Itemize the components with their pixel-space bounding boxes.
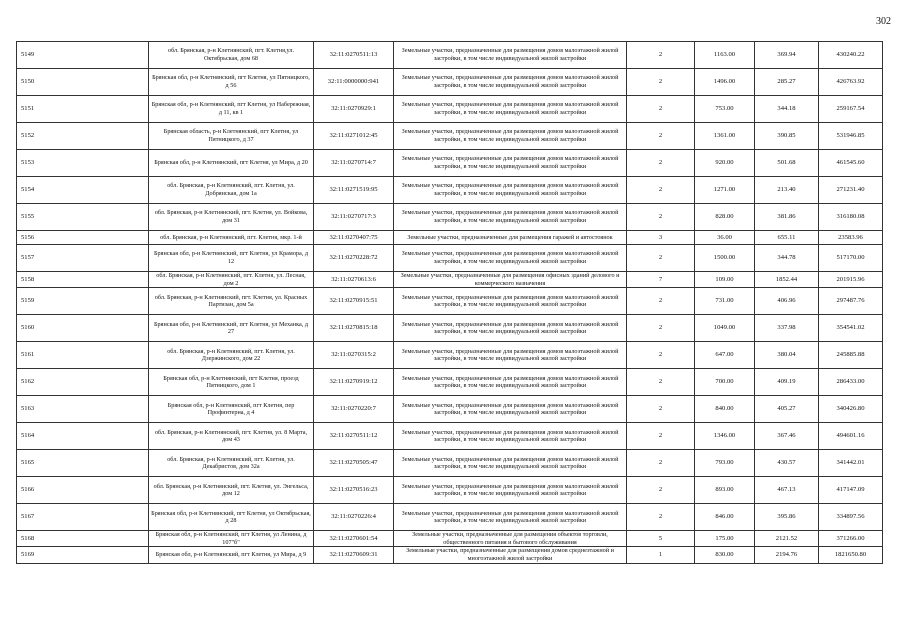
cadastral-number-cell: 32:11:0270714:7: [314, 150, 394, 177]
table-row: [17, 42, 883, 69]
address-cell: Брянская обл, р-н Клетнянский, пгт Клетня, ул Мира, д 20: [149, 150, 314, 177]
specific-value-cell: 406.96: [755, 288, 819, 315]
group-cell: 2: [627, 369, 695, 396]
cadastral-value-cell: 430240.22: [819, 42, 883, 69]
table-row: [17, 504, 883, 531]
land-use-cell: Земельные участки, предназначенные для размещения домов малоэтажной жилой застройки, в том числе индивидуальной жилой застройки: [394, 504, 627, 531]
land-use-cell: Земельные участки, предназначенные для размещения домов малоэтажной жилой застройки, в том числе индивидуальной жилой застройки: [394, 177, 627, 204]
cadastral-number-cell: 32:11:0270226:4: [314, 504, 394, 531]
area-cell: 1271.00: [695, 177, 755, 204]
specific-value-cell: 655.11: [755, 231, 819, 245]
row-number-cell: 5160: [17, 315, 149, 342]
cadastral-number-cell: 32:11:0270228:72: [314, 245, 394, 272]
land-use-cell: Земельные участки, предназначенные для размещения домов малоэтажной жилой застройки, в том числе индивидуальной жилой застройки: [394, 288, 627, 315]
address-cell: обл. Брянская, р-н Клетнянский, пгт. Клетня, ул. Энгельса, дом 12: [149, 477, 314, 504]
row-number-cell: 5165: [17, 450, 149, 477]
specific-value-cell: 337.98: [755, 315, 819, 342]
address-cell: Брянская область, р-н Клетнянский, пгт Клетня, ул Пятницкого, д 37: [149, 123, 314, 150]
group-cell: 2: [627, 342, 695, 369]
address-cell: обл. Брянская, р-н Клетнянский, пгт. Клетня, ул. Дзержинского, дом 22: [149, 342, 314, 369]
table-row: [17, 477, 883, 504]
specific-value-cell: 213.40: [755, 177, 819, 204]
row-number-cell: 5153: [17, 150, 149, 177]
cadastral-number-cell: 32:11:0270919:12: [314, 369, 394, 396]
cadastral-number-cell: 32:11:0270929:1: [314, 96, 394, 123]
area-cell: 793.00: [695, 450, 755, 477]
address-cell: Брянская обл, р-н Клетнянский, пгт Клетня, ул Октябрьская, д 28: [149, 504, 314, 531]
land-use-cell: Земельные участки, предназначенные для размещения домов малоэтажной жилой застройки, в том числе индивидуальной жилой застройки: [394, 96, 627, 123]
area-cell: 830.00: [695, 547, 755, 563]
address-cell: Брянская обл, р-н Клетнянский, пгт Клетня, пер Профинтерна, д 4: [149, 396, 314, 423]
row-number-cell: 5162: [17, 369, 149, 396]
specific-value-cell: 380.04: [755, 342, 819, 369]
cadastral-value-cell: 334897.56: [819, 504, 883, 531]
row-number-cell: 5155: [17, 204, 149, 231]
table-row: [17, 547, 883, 563]
row-number-cell: 5152: [17, 123, 149, 150]
row-number-cell: 5158: [17, 272, 149, 288]
address-cell: Брянская обл, р-н Клетнянский, пгт Клетня, ул Мира, д 9: [149, 547, 314, 563]
row-number-cell: 5167: [17, 504, 149, 531]
row-number-cell: 5169: [17, 547, 149, 563]
land-use-cell: Земельные участки, предназначенные для размещения домов малоэтажной жилой застройки, в том числе индивидуальной жилой застройки: [394, 245, 627, 272]
area-cell: 840.00: [695, 396, 755, 423]
group-cell: 2: [627, 204, 695, 231]
address-cell: Брянская обл, р-н Клетнянский, пгт Клетня, проезд Пятницкого, дом 1: [149, 369, 314, 396]
table-row: [17, 177, 883, 204]
cadastral-number-cell: 32:11:0000000:941: [314, 69, 394, 96]
row-number-cell: 5156: [17, 231, 149, 245]
group-cell: 2: [627, 150, 695, 177]
group-cell: 2: [627, 42, 695, 69]
area-cell: 1500.00: [695, 245, 755, 272]
page-number: 302: [876, 16, 891, 27]
cadastral-value-cell: 271231.40: [819, 177, 883, 204]
cadastral-number-cell: 32:11:0270505:47: [314, 450, 394, 477]
address-cell: обл. Брянская, р-н Клетнянский, пгт. Клетня, ул. Войкова, дом 31: [149, 204, 314, 231]
specific-value-cell: 395.86: [755, 504, 819, 531]
area-cell: 175.00: [695, 531, 755, 547]
address-cell: Брянская обл, р-н Клетнянский, пгт Клетня, ул Механка, д 27: [149, 315, 314, 342]
table-row: [17, 288, 883, 315]
land-use-cell: Земельные участки, предназначенные для размещения домов малоэтажной жилой застройки, в том числе индивидуальной жилой застройки: [394, 369, 627, 396]
specific-value-cell: 344.78: [755, 245, 819, 272]
land-use-cell: Земельные участки, предназначенные для размещения домов малоэтажной жилой застройки, в том числе индивидуальной жилой застройки: [394, 42, 627, 69]
cadastral-number-cell: 32:11:0270407:75: [314, 231, 394, 245]
row-number-cell: 5166: [17, 477, 149, 504]
land-use-cell: Земельные участки, предназначенные для размещения домов малоэтажной жилой застройки, в том числе индивидуальной жилой застройки: [394, 69, 627, 96]
area-cell: 893.00: [695, 477, 755, 504]
area-cell: 1361.00: [695, 123, 755, 150]
address-cell: обл. Брянская, р-н Клетнянский, пгт. Клетня,ул. Октябрьская, дом 68: [149, 42, 314, 69]
group-cell: 3: [627, 231, 695, 245]
row-number-cell: 5157: [17, 245, 149, 272]
cadastral-value-cell: 494601.16: [819, 423, 883, 450]
table-row: [17, 396, 883, 423]
group-cell: 2: [627, 423, 695, 450]
row-number-cell: 5151: [17, 96, 149, 123]
address-cell: обл. Брянская, р-н Клетнянский, пгт. Клетня, мкр. 1-й: [149, 231, 314, 245]
table-row: [17, 423, 883, 450]
land-use-cell: Земельные участки, предназначенные для размещения домов малоэтажной жилой застройки, в том числе индивидуальной жилой застройки: [394, 150, 627, 177]
address-cell: Брянская обл, р-н Клетнянский, пгт Клетня, ул Набережная, д 11, кв 1: [149, 96, 314, 123]
group-cell: 2: [627, 69, 695, 96]
cadastral-value-cell: 1821650.80: [819, 547, 883, 563]
address-cell: обл. Брянская, р-н Клетнянский, пгт. Клетня, ул. Декабристов, дом 32а: [149, 450, 314, 477]
address-cell: обл. Брянская, р-н Клетнянский, пгт. Клетня, ул. 8 Марта, дом 43: [149, 423, 314, 450]
table-row: [17, 69, 883, 96]
group-cell: 2: [627, 177, 695, 204]
address-cell: обл. Брянская, р-н Клетнянский, пгт. Клетня, ул. Красных Партизан, дом 5а: [149, 288, 314, 315]
group-cell: 7: [627, 272, 695, 288]
cadastral-value-cell: 371266.00: [819, 531, 883, 547]
cadastral-number-cell: 32:11:0270613:6: [314, 272, 394, 288]
cadastral-number-cell: 32:11:0271519:95: [314, 177, 394, 204]
cadastral-value-cell: 341442.01: [819, 450, 883, 477]
row-number-cell: 5159: [17, 288, 149, 315]
table-row: [17, 245, 883, 272]
cadastral-value-cell: 531946.85: [819, 123, 883, 150]
land-use-cell: Земельные участки, предназначенные для размещения домов малоэтажной жилой застройки, в том числе индивидуальной жилой застройки: [394, 477, 627, 504]
cadastral-number-cell: 32:11:0270220:7: [314, 396, 394, 423]
area-cell: 700.00: [695, 369, 755, 396]
cadastral-value-cell: 461545.60: [819, 150, 883, 177]
land-use-cell: Земельные участки, предназначенные для размещения домов малоэтажной жилой застройки, в том числе индивидуальной жилой застройки: [394, 396, 627, 423]
specific-value-cell: 467.13: [755, 477, 819, 504]
land-use-cell: Земельные участки, предназначенные для размещения домов малоэтажной жилой застройки, в том числе индивидуальной жилой застройки: [394, 450, 627, 477]
cadastral-value-cell: 245885.88: [819, 342, 883, 369]
group-cell: 2: [627, 245, 695, 272]
area-cell: 1496.00: [695, 69, 755, 96]
group-cell: 2: [627, 450, 695, 477]
row-number-cell: 5161: [17, 342, 149, 369]
group-cell: 2: [627, 315, 695, 342]
table-row: [17, 342, 883, 369]
cadastral-number-cell: 32:11:0270315:2: [314, 342, 394, 369]
cadastral-value-cell: 354541.02: [819, 315, 883, 342]
land-registry-table: [16, 41, 883, 564]
land-use-cell: Земельные участки, предназначенные для размещения гаражей и автостоянок: [394, 231, 627, 245]
address-cell: Брянская обл, р-н Клетнянский, пгт Клетня, ул Ленина, д 107"б": [149, 531, 314, 547]
address-cell: Брянская обл, р-н Клетнянский, пгт Клетня, ул Пятницкого, д 56: [149, 69, 314, 96]
specific-value-cell: 367.46: [755, 423, 819, 450]
table-row: [17, 231, 883, 245]
area-cell: 846.00: [695, 504, 755, 531]
group-cell: 2: [627, 396, 695, 423]
land-use-cell: Земельные участки, предназначенные для размещения домов малоэтажной жилой застройки, в том числе индивидуальной жилой застройки: [394, 423, 627, 450]
specific-value-cell: 405.27: [755, 396, 819, 423]
specific-value-cell: 285.27: [755, 69, 819, 96]
cadastral-value-cell: 297487.76: [819, 288, 883, 315]
cadastral-value-cell: 23583.96: [819, 231, 883, 245]
specific-value-cell: 430.57: [755, 450, 819, 477]
area-cell: 1346.00: [695, 423, 755, 450]
group-cell: 2: [627, 96, 695, 123]
specific-value-cell: 1852.44: [755, 272, 819, 288]
cadastral-number-cell: 32:11:0271012:45: [314, 123, 394, 150]
table-row: [17, 450, 883, 477]
land-use-cell: Земельные участки, предназначенные для размещения объектов торговли, общественного питания и бытового обслуживания: [394, 531, 627, 547]
address-cell: Брянская обл, р-н Клетнянский, пгт Клетня, ул Крамора, д 12: [149, 245, 314, 272]
area-cell: 647.00: [695, 342, 755, 369]
cadastral-number-cell: 32:11:0270815:18: [314, 315, 394, 342]
cadastral-value-cell: 417147.09: [819, 477, 883, 504]
row-number-cell: 5150: [17, 69, 149, 96]
cadastral-number-cell: 32:11:0270609:31: [314, 547, 394, 563]
group-cell: 1: [627, 547, 695, 563]
cadastral-number-cell: 32:11:0270516:23: [314, 477, 394, 504]
area-cell: 1163.00: [695, 42, 755, 69]
cadastral-value-cell: 201915.96: [819, 272, 883, 288]
row-number-cell: 5163: [17, 396, 149, 423]
group-cell: 2: [627, 504, 695, 531]
area-cell: 731.00: [695, 288, 755, 315]
table-row: [17, 315, 883, 342]
cadastral-number-cell: 32:11:0270915:51: [314, 288, 394, 315]
row-number-cell: 5154: [17, 177, 149, 204]
specific-value-cell: 344.18: [755, 96, 819, 123]
group-cell: 2: [627, 123, 695, 150]
table-row: [17, 272, 883, 288]
land-use-cell: Земельные участки, предназначенные для размещения домов среднеэтажной и многоэтажной жилой застройки: [394, 547, 627, 563]
specific-value-cell: 2121.52: [755, 531, 819, 547]
area-cell: 753.00: [695, 96, 755, 123]
land-use-cell: Земельные участки, предназначенные для размещения домов малоэтажной жилой застройки, в том числе индивидуальной жилой застройки: [394, 342, 627, 369]
address-cell: обл. Брянская, р-н Клетнянский, пгт. Клетня, ул. Лесная, дом 2: [149, 272, 314, 288]
area-cell: 920.00: [695, 150, 755, 177]
group-cell: 2: [627, 477, 695, 504]
land-use-cell: Земельные участки, предназначенные для размещения домов малоэтажной жилой застройки, в том числе индивидуальной жилой застройки: [394, 315, 627, 342]
group-cell: 2: [627, 288, 695, 315]
table-row: [17, 96, 883, 123]
area-cell: 828.00: [695, 204, 755, 231]
cadastral-number-cell: 32:11:0270717:3: [314, 204, 394, 231]
cadastral-number-cell: 32:11:0270511:12: [314, 423, 394, 450]
table-row: [17, 123, 883, 150]
address-cell: обл. Брянская, р-н Клетнянский, пгт. Клетня, ул. Добрянская, дом 1а: [149, 177, 314, 204]
cadastral-value-cell: 259167.54: [819, 96, 883, 123]
table-row: [17, 204, 883, 231]
row-number-cell: 5168: [17, 531, 149, 547]
cadastral-value-cell: 340426.80: [819, 396, 883, 423]
area-cell: 109.00: [695, 272, 755, 288]
specific-value-cell: 2194.76: [755, 547, 819, 563]
specific-value-cell: 390.85: [755, 123, 819, 150]
area-cell: 1049.00: [695, 315, 755, 342]
row-number-cell: 5149: [17, 42, 149, 69]
area-cell: 36.00: [695, 231, 755, 245]
land-use-cell: Земельные участки, предназначенные для размещения офисных зданий делового и коммерческого назначения: [394, 272, 627, 288]
specific-value-cell: 409.19: [755, 369, 819, 396]
cadastral-number-cell: 32:11:0270511:13: [314, 42, 394, 69]
specific-value-cell: 381.86: [755, 204, 819, 231]
cadastral-value-cell: 426763.92: [819, 69, 883, 96]
table-row: [17, 531, 883, 547]
cadastral-value-cell: 316180.08: [819, 204, 883, 231]
land-use-cell: Земельные участки, предназначенные для размещения домов малоэтажной жилой застройки, в том числе индивидуальной жилой застройки: [394, 123, 627, 150]
cadastral-value-cell: 517170.00: [819, 245, 883, 272]
table-row: [17, 369, 883, 396]
group-cell: 5: [627, 531, 695, 547]
specific-value-cell: 369.94: [755, 42, 819, 69]
table-row: [17, 150, 883, 177]
specific-value-cell: 501.68: [755, 150, 819, 177]
land-use-cell: Земельные участки, предназначенные для размещения домов малоэтажной жилой застройки, в том числе индивидуальной жилой застройки: [394, 204, 627, 231]
cadastral-number-cell: 32:11:0270601:54: [314, 531, 394, 547]
cadastral-value-cell: 286433.00: [819, 369, 883, 396]
row-number-cell: 5164: [17, 423, 149, 450]
